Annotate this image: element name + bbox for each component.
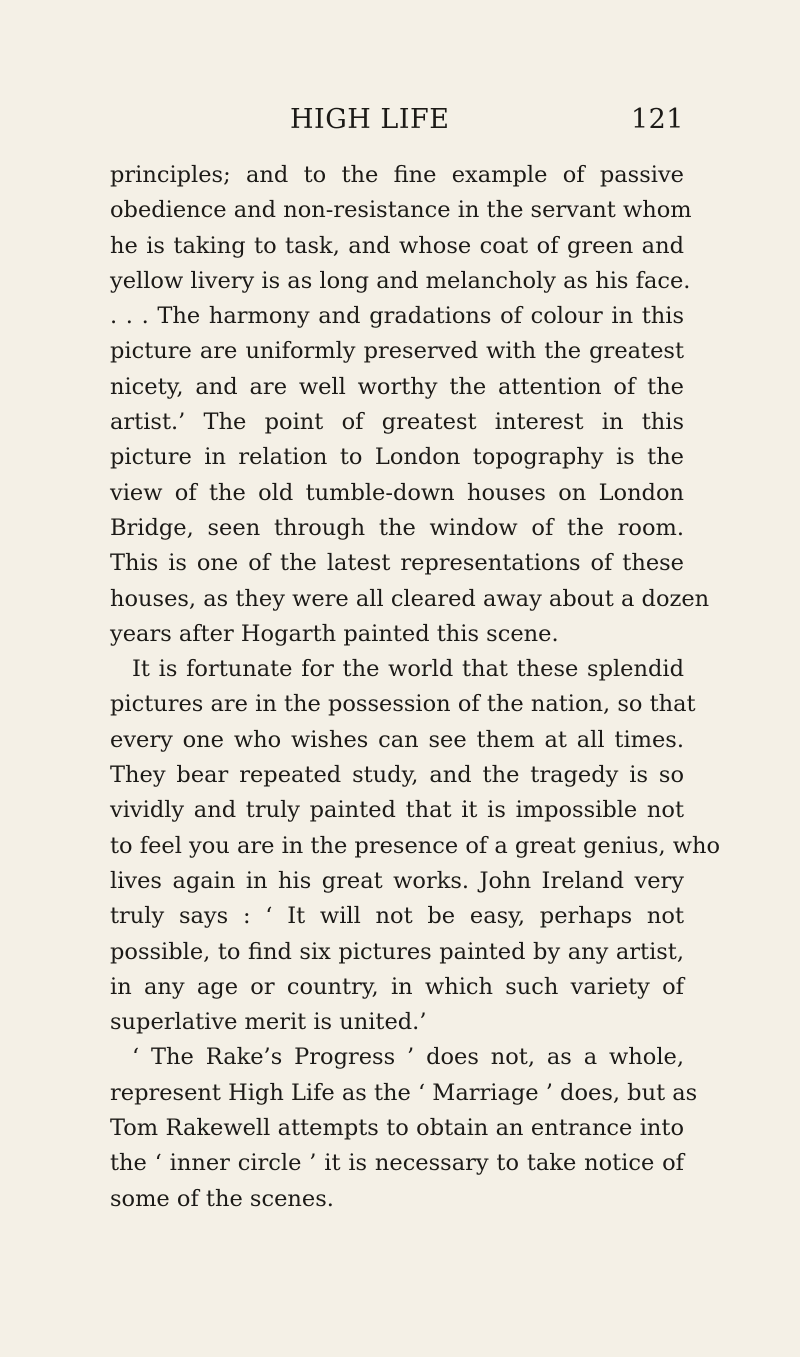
text-line: view of the old tumble-down houses on London [110, 479, 684, 506]
text-line: superlative merit is united.’ [110, 1009, 427, 1036]
page-number: 121 [630, 104, 684, 135]
text-line: some of the scenes. [110, 1185, 334, 1212]
text-line: vividly and truly painted that it is impossible not [110, 797, 684, 824]
text-line: Bridge, seen through the window of the room. [110, 514, 684, 541]
text-line: Tom Rakewell attempts to obtain an entrance into [110, 1115, 684, 1142]
text-line: truly says : ‘ It will not be easy, perhaps not [110, 903, 684, 930]
text-line: lives again in his great works. John Ireland very [110, 867, 684, 894]
text-line: obedience and non-resistance in the servant whom [110, 197, 692, 224]
text-line: They bear repeated study, and the tragedy is so [110, 762, 684, 789]
text-line: principles; and to the fine example of passive [110, 162, 684, 188]
text-line: represent High Life as the ‘ Marriage ’ does, but as [110, 1079, 698, 1106]
text-line: every one who wishes can see them at all times. [110, 726, 684, 753]
text-line: picture are uniformly preserved with the greatest [110, 338, 684, 365]
text-line: pictures are in the possession of the nation, so that [110, 691, 696, 718]
text-line: in any age or country, in which such variety of [110, 973, 684, 1000]
text-line: possible, to find six pictures painted by any artist, [110, 938, 684, 965]
text-line: picture in relation to London topography is the [110, 444, 684, 471]
text-line: artist.’ The point of greatest interest in this [110, 409, 684, 436]
text-line: . . . The harmony and gradations of colour in this [110, 303, 684, 330]
text-line: This is one of the latest representations of these [110, 550, 684, 577]
text-line: houses, as they were all cleared away about a dozen [110, 585, 710, 612]
running-title: HIGH LIFE [290, 104, 450, 135]
text-line: yellow livery is as long and melancholy as his face. [110, 267, 691, 294]
text-line: ‘ The Rake’s Progress ’ does not, as a whole, [132, 1044, 684, 1071]
text-line: the ‘ inner circle ’ it is necessary to take notice of [110, 1150, 684, 1177]
running-head [110, 104, 684, 144]
text-line: to feel you are in the presence of a great genius, who [110, 832, 721, 859]
text-line: he is taking to task, and whose coat of green and [110, 232, 684, 259]
text-line: nicety, and are well worthy the attention of the [110, 373, 684, 400]
text-line: years after Hogarth painted this scene. [110, 620, 559, 647]
text-line: It is fortunate for the world that these splendid [132, 656, 684, 683]
body-text [110, 158, 721, 1217]
